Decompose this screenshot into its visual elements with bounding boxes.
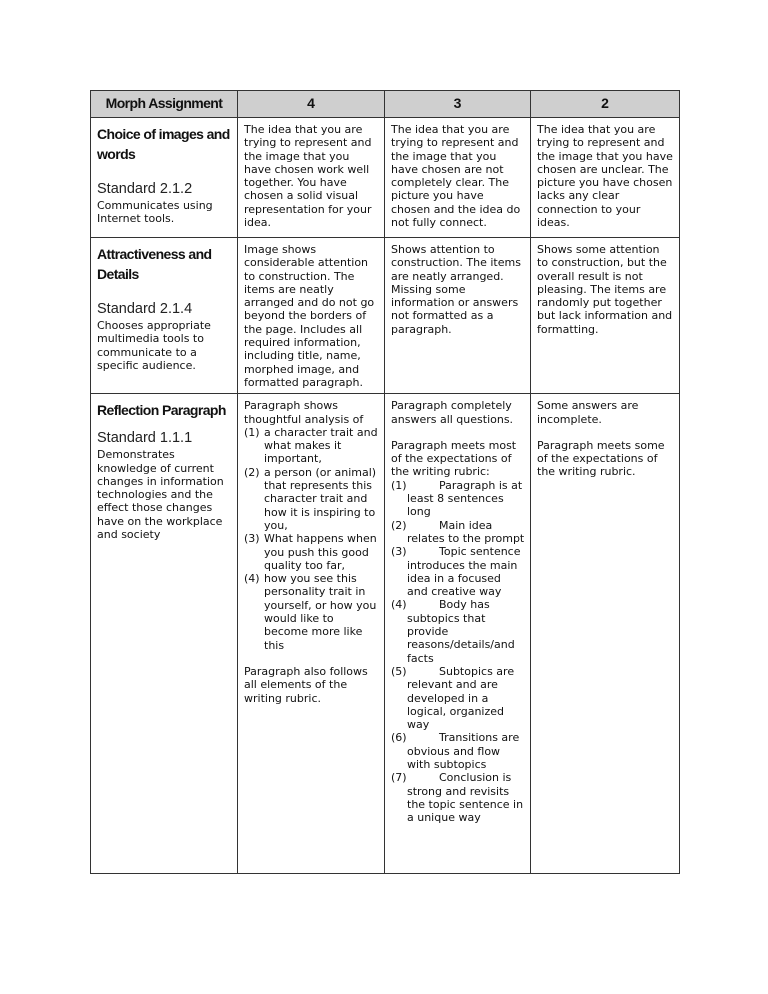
level-3-intro-2: Paragraph meets most of the expectations of the writing rubric: xyxy=(391,438,517,479)
list-number: (3) xyxy=(244,532,260,546)
analysis-list xyxy=(244,426,379,652)
criterion-cell xyxy=(91,118,238,238)
criterion-title: Choice of images and words xyxy=(97,126,230,162)
header-row xyxy=(91,91,680,118)
level-3-text: The idea that you are trying to represent and the image that you have chosen are not completely clear. The picture you have chosen and the idea do not fully connect. xyxy=(391,123,521,230)
rubric-table xyxy=(90,90,680,874)
standard-label: Standard 1.1.1 xyxy=(97,430,193,447)
level-3-text: Shows attention to construction. The items are neatly arranged. Missing some information or answers not formatted as a paragraph. xyxy=(391,243,521,336)
list-number: (1) xyxy=(244,425,260,439)
level-2-intro-2: Paragraph meets some of the expectations of the writing rubric. xyxy=(537,438,665,479)
list-number: (4) xyxy=(391,598,407,612)
list-item xyxy=(244,466,379,532)
list-number: (5) xyxy=(391,664,407,678)
level-2-text: Shows some attention to construction, but the overall result is not pleasing. The items are randomly put together but lack information and formatting. xyxy=(537,243,673,336)
list-item xyxy=(391,479,525,519)
level-4-cell xyxy=(238,238,385,394)
list-text: Topic sentence introduces the main idea in a focused and creative way xyxy=(407,545,521,599)
list-item xyxy=(244,532,379,572)
list-text: Body has subtopics that provide reasons/details/and facts xyxy=(407,598,515,665)
list-number: (6) xyxy=(391,731,407,745)
list-text: Conclusion is strong and revisits the topic sentence in a unique way xyxy=(407,771,524,825)
writing-rubric-list xyxy=(391,479,525,825)
list-number: (4) xyxy=(244,572,260,586)
list-item xyxy=(391,545,525,598)
level-3-intro: Paragraph completely answers all questions. xyxy=(391,399,514,426)
level-4-cell xyxy=(238,118,385,238)
table-row xyxy=(91,238,680,394)
standard-description: Demonstrates knowledge of current changes in information technologies and the effect those changes have on the workplace and society xyxy=(97,448,224,542)
standard-label: Standard 2.1.2 xyxy=(97,181,193,197)
criterion-title: Reflection Paragraph xyxy=(97,402,226,419)
criterion-cell xyxy=(91,238,238,394)
list-number: (2) xyxy=(244,465,260,479)
list-number: (3) xyxy=(391,545,407,559)
list-text: how you see this personality trait in yourself, or how you would like to become more like this xyxy=(264,572,377,652)
level-4-outro: Paragraph also follows all elements of the writing rubric. xyxy=(244,664,368,705)
list-item xyxy=(391,731,525,771)
criterion-title: Attractiveness and Details xyxy=(97,246,212,282)
list-item xyxy=(391,598,525,664)
list-number: (7) xyxy=(391,771,407,785)
level-4-text: The idea that you are trying to represent and the image that you have chosen work well together. You have chosen a solid visual representation for your idea. xyxy=(244,123,372,230)
list-text: Subtopics are relevant and are developed in a logical, organized way xyxy=(407,664,515,732)
level-3-cell xyxy=(385,118,531,238)
header-level-4: 4 xyxy=(238,91,385,118)
standard-label: Standard 2.1.4 xyxy=(97,301,193,317)
list-number: (1) xyxy=(391,478,407,492)
level-2-cell xyxy=(531,394,680,874)
table-row xyxy=(91,394,680,874)
level-2-intro: Some answers are incomplete. xyxy=(537,399,639,426)
level-4-text: Image shows considerable attention to construction. The items are neatly arranged and do not go beyond the borders of the page. Includes all required information, including title, name, morphed image, and formatted paragraph. xyxy=(244,243,375,389)
level-3-cell xyxy=(385,394,531,874)
list-text: What happens when you push this good quality too far, xyxy=(264,532,377,572)
list-text: Transitions are obvious and flow with subtopics xyxy=(407,731,520,771)
criterion-cell xyxy=(91,394,238,874)
list-text: Paragraph is at least 8 sentences long xyxy=(407,478,523,519)
list-item xyxy=(244,426,379,466)
level-3-cell xyxy=(385,238,531,394)
standard-description: Communicates using Internet tools. xyxy=(97,199,213,226)
list-text: a person (or animal) that represents this character trait and how it is inspiring to you, xyxy=(264,465,377,532)
table-row xyxy=(91,118,680,238)
standard-description: Chooses appropriate multimedia tools to communicate to a specific audience. xyxy=(97,319,211,372)
level-2-cell xyxy=(531,118,680,238)
list-item xyxy=(391,665,525,731)
header-level-3: 3 xyxy=(385,91,531,118)
list-item xyxy=(391,519,525,546)
list-item xyxy=(244,572,379,652)
header-level-2: 2 xyxy=(531,91,680,118)
level-2-text: The idea that you are trying to represent and the image that you have chosen are unclear. The picture you have chosen lacks any clear connection to your ideas. xyxy=(537,123,673,230)
header-criteria: Morph Assignment xyxy=(91,91,238,118)
list-number: (2) xyxy=(391,518,407,532)
level-4-intro: Paragraph shows thoughtful analysis of xyxy=(244,399,364,426)
level-4-cell xyxy=(238,394,385,874)
list-item xyxy=(391,771,525,824)
list-text: Main idea relates to the prompt xyxy=(407,518,525,545)
level-2-cell xyxy=(531,238,680,394)
list-text: a character trait and what makes it important, xyxy=(264,425,378,466)
